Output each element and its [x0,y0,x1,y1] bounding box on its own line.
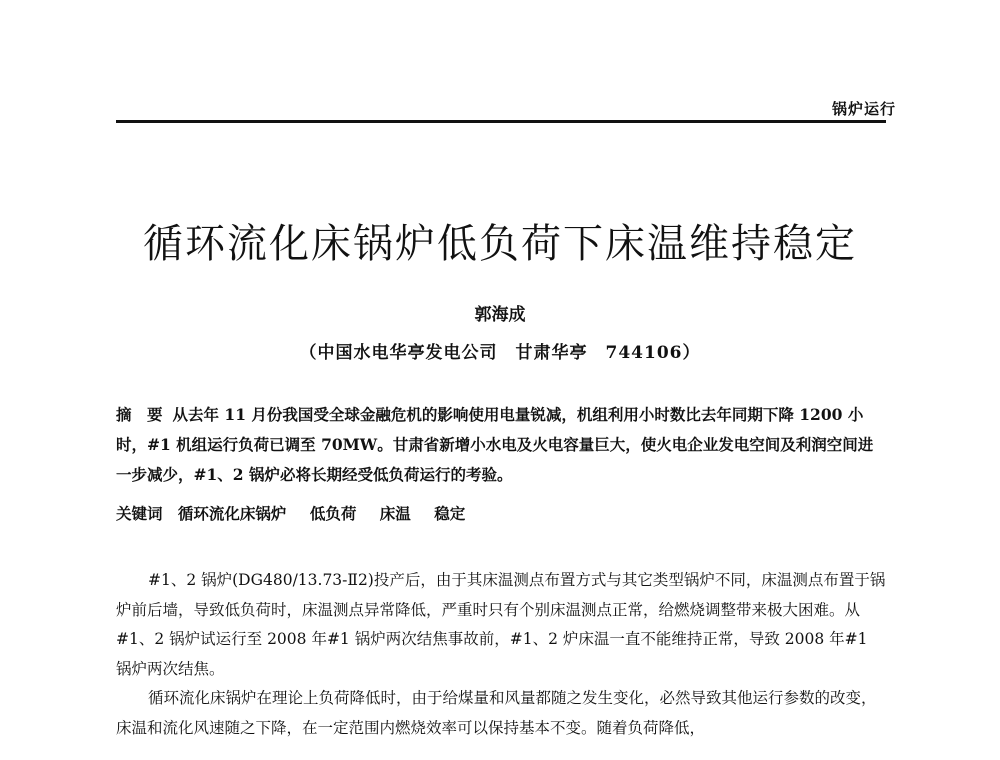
body-text [116,566,886,743]
author-name: 郭海成 [474,305,526,325]
keywords [116,502,886,526]
body-paragraph: 循环流化床锅炉在理论上负荷降低时，由于给煤量和风量都随之发生变化，必然导致其他运行参数的改变，床温和流化风速随之下降，在一定范围内燃烧效率可以保持基本不变。随着负荷降低， [116,689,877,737]
keyword-item: 稳定 [434,504,466,523]
author-affiliation: （中国水电华亭发电公司 甘肃华亭 744106） [299,343,701,363]
paper-title: 循环流化床锅炉低负荷下床温维持稳定 [143,221,857,267]
keyword-item: 循环流化床锅炉 [177,504,287,523]
abstract-text: 从去年 11 月份我国受全球金融危机的影响使用电量锐减，机组利用小时数比去年同期下降 1200 小时，#1 机组运行负荷已调至 70MW。甘肃省新增小水电及火电容量巨大，使火电企业发电空间及利润空间进一步减少，#1、2 锅炉必将长期经受低负荷运行的考验。 [116,405,874,484]
keywords-label: 关键词 [116,505,163,523]
abstract-label: 摘 要 [116,405,163,424]
abstract [116,400,886,490]
keyword-item: 低负荷 [309,504,357,523]
body-paragraph: #1、2 锅炉(DG480/13.73-Ⅱ2)投产后，由于其床温测点布置方式与其它类型锅炉不同，床温测点布置于锅炉前后墙，导致低负荷时，床温测点异常降低，严重时只有个别床温测点正常，给燃烧调整带来极大困难。从#1、2 锅炉试运行至 2008 年#1 锅炉两次结焦事故前，#1、2 炉床温一直不能维持正常，导致 2008 年#1 锅炉两次结焦。 [116,571,886,678]
keyword-item: 床温 [379,504,411,523]
running-header-section: 锅炉运行 [831,100,896,118]
header-rule [116,120,886,123]
